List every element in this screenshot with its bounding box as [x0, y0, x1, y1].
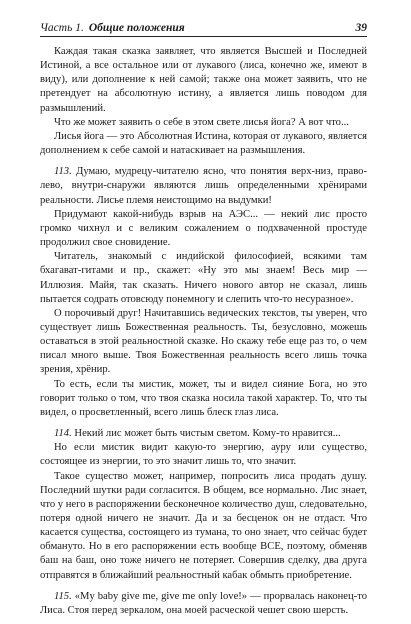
paragraph — [40, 116, 367, 130]
paragraph-number: 114. — [54, 428, 72, 440]
paragraph-text: Но если мистик видит какую-то энергию, ауру или существо, состоящее из энергии, то это значит лишь то, что значит. — [40, 442, 367, 468]
paragraph — [40, 165, 367, 207]
paragraph — [40, 250, 367, 307]
chapter-title: Общие положения — [88, 22, 185, 34]
paragraph — [40, 45, 367, 116]
paragraph-text: То есть, если ты мистик, может, ты и видел сияние Бога, но это говорит только о том, что твоя сказка носила такой характер. То, что ты видел, о просветленный, всего лишь блеск глаз лиса. — [40, 378, 367, 418]
paragraph — [40, 590, 367, 618]
paragraph — [40, 208, 367, 250]
part-label: Часть 1. — [40, 22, 84, 34]
paragraph-text: Некий лис может быть чистым светом. Кому-то нравится... — [74, 428, 341, 440]
paragraph-text: Читатель, знакомый с индийской философией, всякими там бхагават-гитами и пр., скажет: «Ну это мы знаем! Весь мир — Иллюзия. Майя, так сказать. Ничего нового автор не сказал, лишь пытается содрать отовсюду понемногу и слепить что-то несуразное». — [40, 251, 367, 305]
running-head — [40, 22, 367, 37]
paragraph-text: «My baby give me, give me only love!» — прорвалась наконец-то Лиса. Стоя перед зеркалом, она моей расческой чешет свою шерсть. — [40, 590, 367, 616]
paragraph-text: Каждая такая сказка заявляет, что является Высшей и Последней Истиной, а все остальное или от лукавого (лиса, конечно же, имеют в виду), или дополнение к ней самой; также она может заявить, что не претендует на абсолютную истину, а является лишь поводом для размышлений. — [40, 46, 367, 114]
paragraph-text: Думаю, мудрецу-читателю ясно, что понятия верх-низ, право-лево, внутри-снаружи являются лишь определенными хрёнирами реальности. Лисье племя неистощимо на выдумки! — [40, 166, 367, 206]
paragraph — [40, 378, 367, 420]
body-text — [40, 45, 367, 618]
paragraph-number: 113. — [54, 166, 72, 178]
paragraph-text: О порочивый друг! Начитавшись ведических текстов, ты уверен, что существует лишь Божественная реальность. Ты, безусловно, можешь оставаться в этой реальностной сказке. Но скажу тебе еще раз то, о чем писал много выше. Твоя Божественная реальность всего лишь точка зрения, хрёнир. — [40, 307, 367, 376]
paragraph-number: 115. — [54, 590, 72, 602]
paragraph — [40, 130, 367, 158]
paragraph — [40, 427, 367, 441]
paragraph — [40, 441, 367, 469]
paragraph-text: Лисья йога — это Абсолютная Истина, которая от лукавого, является дополнением к себе самой и натаскивает на размышления. — [40, 130, 367, 157]
page-number: 39 — [355, 22, 367, 34]
paragraph — [40, 307, 367, 378]
paragraph-text: Такое существо может, например, попросить лиса продать душу. Последний шутки ради согласится. В общем, все нормально. Лис знает, что у него в распоряжении бесконечное количество душ, следовательно, потеря одной ничего не значит. Да и за бесценок он не отдаст. Что касается существа, состоящего из тумана, то оно знает, что сейчас будет обмануто. Но в его распоряжении есть вообще ВСЕ, поэтому, обменяв баш на баш, оно тоже ничего не потеряет. Совершив сделку, два друга отправятся в ближайший реальностный кабак обмыть приобретение. — [40, 470, 367, 581]
paragraph — [40, 470, 367, 583]
paragraph-text: Что же может заявить о себе в этом свете лисья йога? А вот что... — [54, 116, 349, 128]
paragraph-text: Придумают какой-нибудь взрыв на АЭС... — некий лис просто громко чихнул и с великим сожалением о подхваченной простуде продолжил свое сновидение. — [40, 208, 367, 249]
